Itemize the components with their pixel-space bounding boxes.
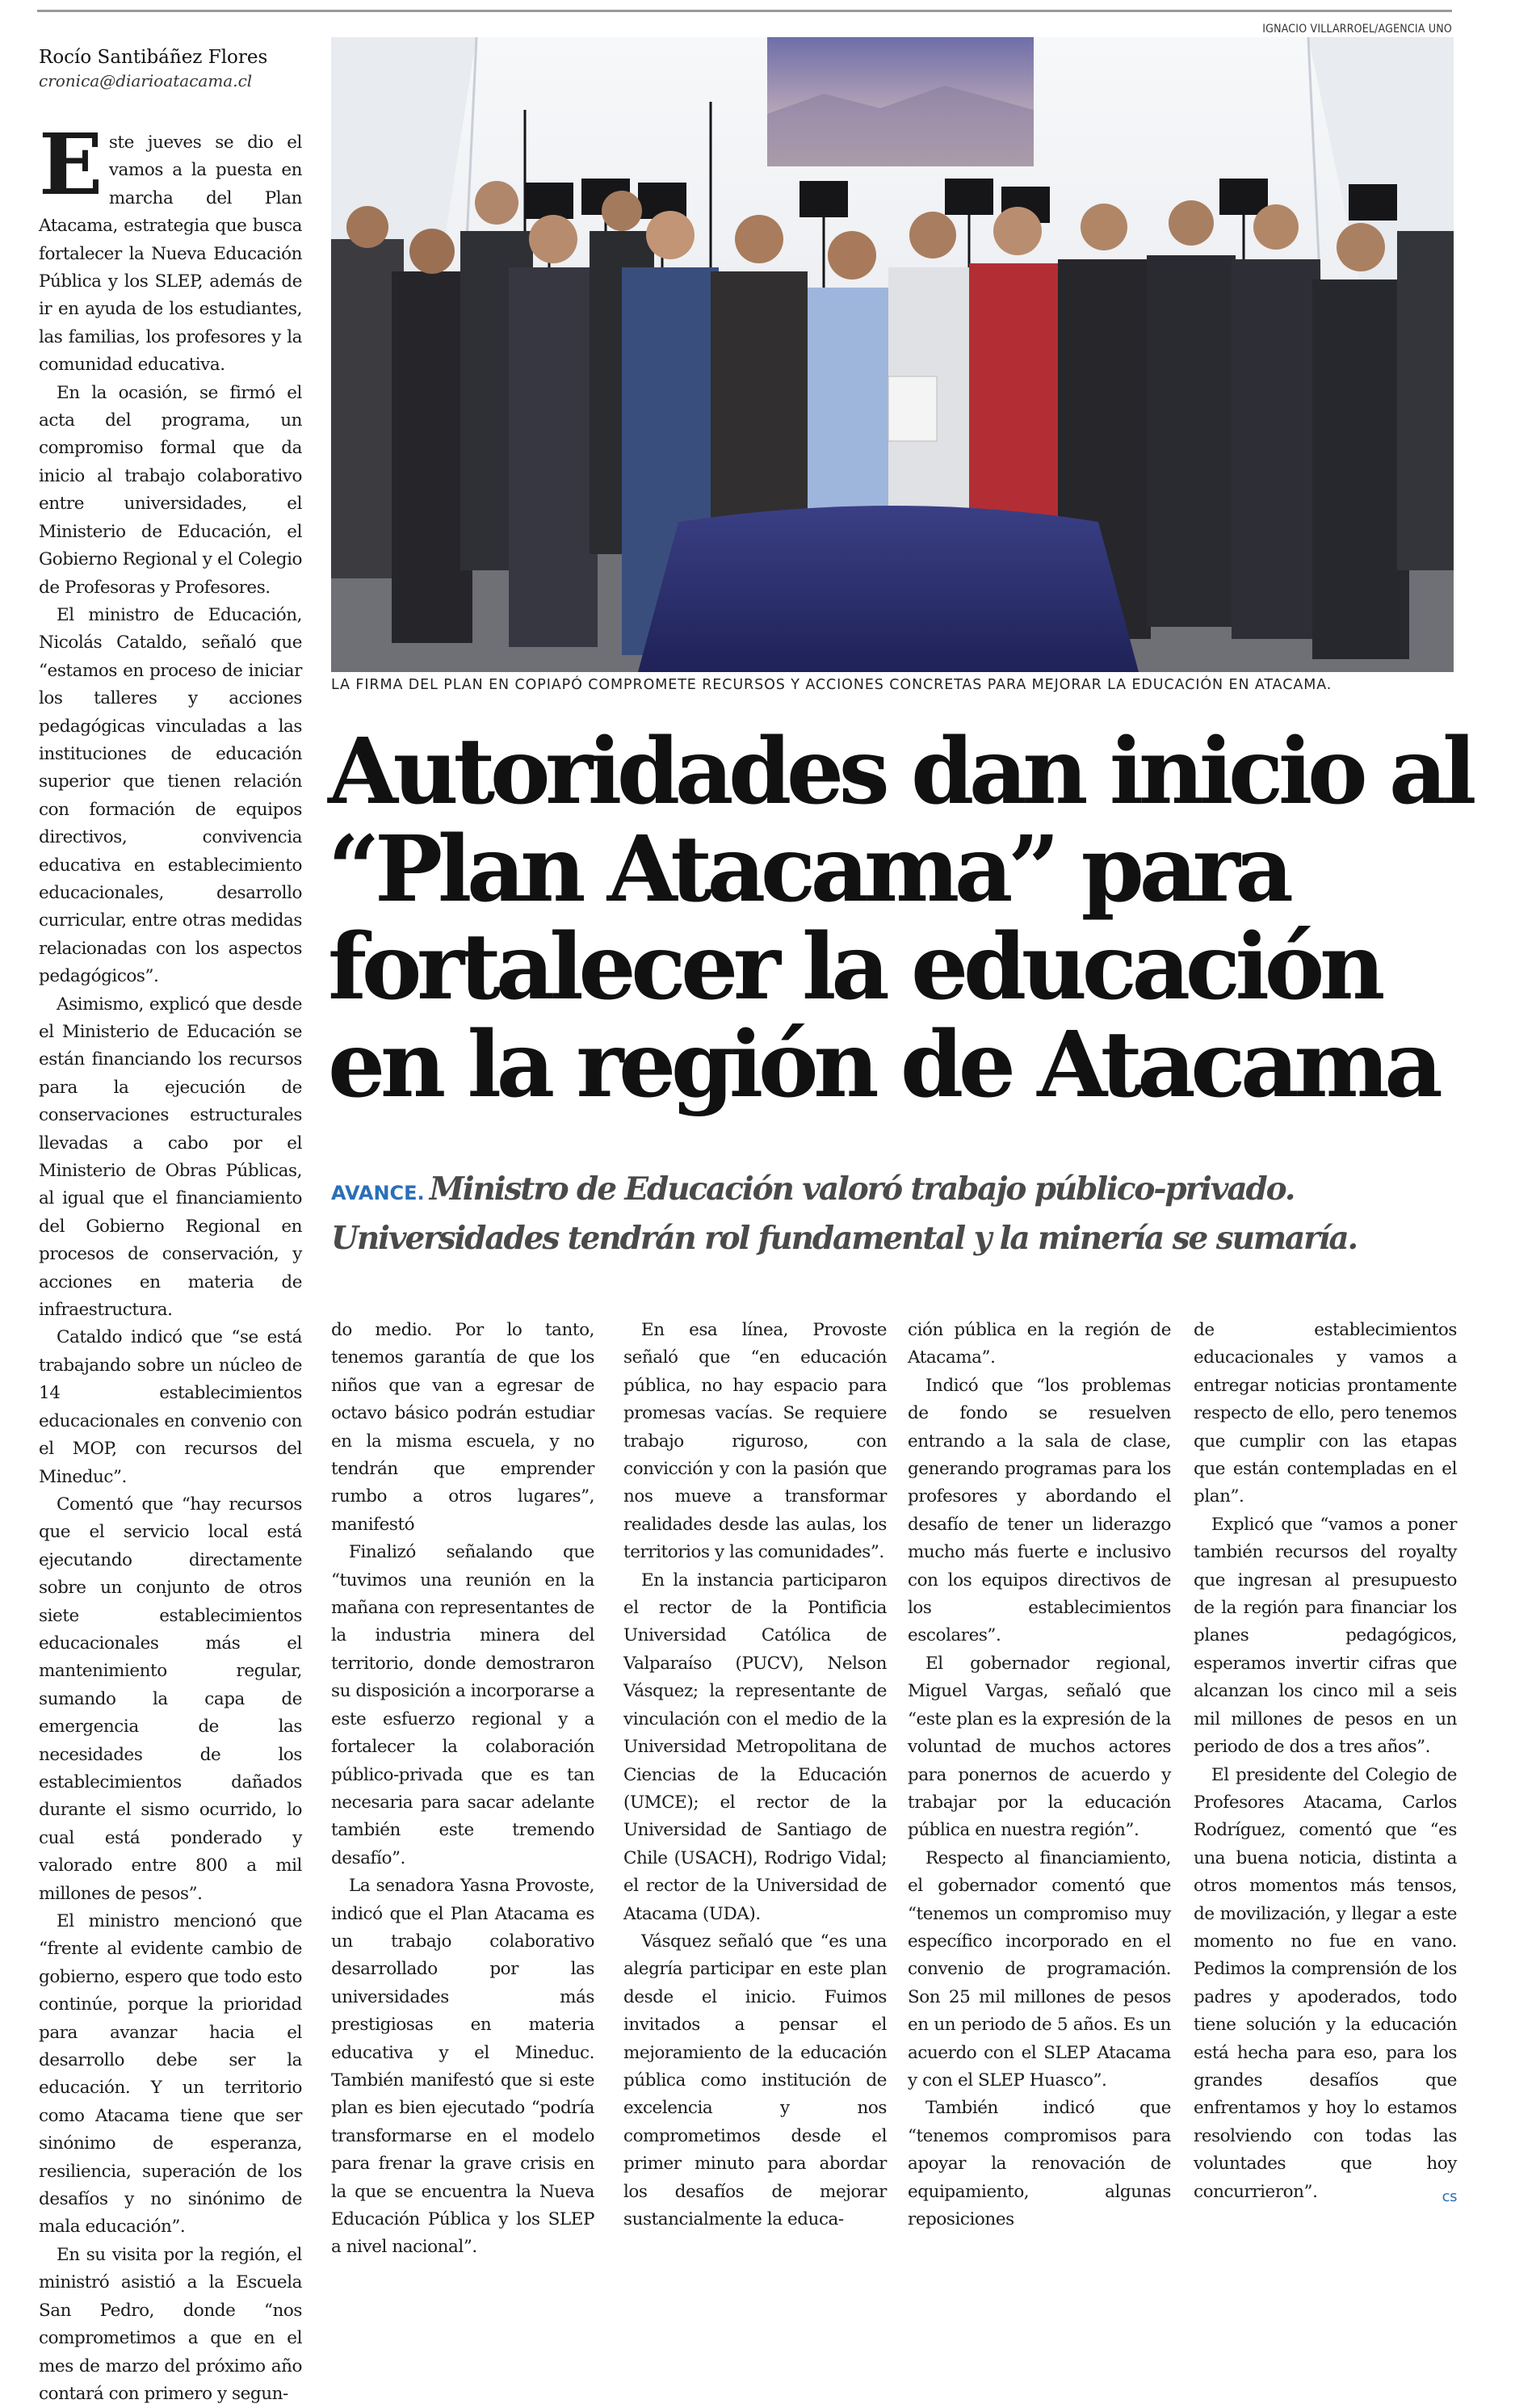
article-paragraph: Finalizó señalando que “tuvimos una reunión en la mañana con representantes de la industria minera del territorio, donde demostraron su disposición a incorporarse a este esfuerzo regional y a fortalecer la colaboración público-privada que es tan necesaria para sacar adelante también este tremendo desafío”. — [331, 1542, 594, 1868]
article-column-5 — [1194, 1317, 1457, 2211]
article-column-1 — [39, 115, 302, 2408]
article-paragraph: El presidente del Colegio de Profesores Atacama, Carlos Rodríguez, comentó que “es una buena noticia, distinta a otros momentos más tensos, de movilización, y llegar a este momento no fue en vano. Pedimos la comprensión de los padres y apoderados, todo tiene solución y la educación está hecha para eso, para los grandes desafíos que enfrentamos y hoy lo estamos resolviendo con todas las voluntades que hoy concurrieron”. cs — [1194, 1762, 1457, 2207]
article-paragraph: El ministro mencionó que “frente al evidente cambio de gobierno, espero que todo esto continúe, porque la prioridad para avanzar hacia el desarrollo debe ser la educación. Y un territorio como Atacama tiene que ser sinónimo de esperanza, resiliencia, superación de los desafíos y no sinónimo de mala educación”. — [39, 1911, 302, 2238]
headline — [328, 719, 1475, 1118]
article-paragraph: En la ocasión, se firmó el acta del programa, un compromiso formal que da inicio al trabajo colaborativo entre universidades, el Ministerio de Educación, el Gobierno Regional y el Colegio de Profesoras y Profesores. — [39, 382, 302, 598]
article-paragraph: Indicó que “los problemas de fondo se resuelven entrando a la sala de clase, generando programas para los profesores y abordando el desafío de tener un liderazgo mucho más fuerte e inclusivo con los equipos directivos de los establecimientos escolares”. — [908, 1375, 1171, 1646]
article-column-3 — [623, 1317, 887, 2234]
deck-subheadline — [331, 1166, 1478, 1261]
article-paragraph: Comentó que “hay recursos que el servicio local está ejecutando directamente sobre un conjunto de otros siete establecimientos educacionales más el mantenimiento regular, sumando la capa de emergencia de las necesidades de los establecimientos dañados durante el sismo ocurrido, lo cual está ponderado y valorado entre 800 a mil millones de pesos”. — [39, 1494, 302, 1904]
photo-credit: IGNACIO VILLARROEL/AGENCIA UNO — [1262, 23, 1452, 36]
headline-line: Autoridades dan inicio al — [328, 719, 1472, 825]
event-photo — [331, 37, 1454, 672]
top-rule — [37, 10, 1452, 12]
article-column-4 — [908, 1317, 1171, 2234]
article-paragraph: También indicó que “tenemos compromisos para apoyar la renovación de equipamiento, algunas reposiciones — [908, 2098, 1171, 2229]
drop-cap: E — [39, 115, 103, 214]
article-paragraph: Asimismo, explicó que desde el Ministerio de Educación se están financiando los recursos para la ejecución de conservaciones estructurales llevadas a cabo por el Ministerio de Obras Públicas, al igual que el financiamiento del Gobierno Regional en procesos de conservación, y acciones en materia de infraestructura. — [39, 994, 302, 1321]
article-paragraph: La senadora Yasna Provoste, indicó que el Plan Atacama es un trabajo colaborativo desarrollado por las universidades más prestigiosas en materia educativa y el Mineduc. También manifestó que si este plan es bien ejecutado “podría transformarse en el modelo para frenar la grave crisis en la que se encuentra la Nueva Educación Pública y los SLEP a nivel nacional”. — [331, 1876, 594, 2258]
headline-line: en la región de Atacama — [328, 1012, 1438, 1118]
article-paragraph: Vásquez señaló que “es una alegría participar en este plan desde el inicio. Fuimos invitados a pensar el mejoramiento de la educación pública como institución de excelencia y nos comprometimos desde el primer minuto para abordar los desafíos de mejorar sustancialmente la educa- — [623, 1931, 887, 2229]
deck-kicker: AVANCE. — [331, 1182, 425, 1204]
deck-line: Universidades tendrán rol fundamental y la minería se sumaría. — [331, 1220, 1357, 1257]
article-paragraph: ción pública en la región de Atacama”. — [908, 1320, 1171, 1368]
article-paragraph: Cataldo indicó que “se está trabajando sobre un núcleo de 14 establecimientos educacionales en convenio con el MOP, con recursos del Mineduc”. — [39, 1327, 302, 1487]
headline-line: “Plan Atacama” para — [328, 817, 1289, 922]
article-paragraph: El gobernador regional, Miguel Vargas, señaló que “este plan es la expresión de la voluntad de muchos actores para ponernos de acuerdo y trabajar por la educación pública en nuestra región”. — [908, 1653, 1171, 1841]
article-paragraph: de establecimientos educacionales y vamos a entregar noticias prontamente respecto de ello, pero tenemos que cumplir con las etapas que están contempladas en el plan”. — [1194, 1320, 1457, 1507]
article-column-2 — [331, 1317, 594, 2262]
article-paragraph: Explicó que “vamos a poner también recursos del royalty que ingresan al presupuesto de la región para financiar los planes pedagógicos, esperamos invertir cifras que alcanzan los cinco mil a seis mil millones de pesos en un periodo de dos a tres años”. — [1194, 1514, 1457, 1758]
article-paragraph: do medio. Por lo tanto, tenemos garantía de que los niños que van a egresar de octavo básico podrán estudiar en la misma escuela, y no tendrán que emprender rumbo a otros lugares”, manifestó — [331, 1320, 594, 1535]
article-paragraph: El ministro de Educación, Nicolás Cataldo, señaló que “estamos en proceso de iniciar los talleres y acciones pedagógicas vinculadas a las instituciones de educación superior que tienen relación con formación de equipos directivos, convivencia educativa en establecimiento educacionales, desarrollo curricular, entre otras medidas relacionadas con los aspectos pedagógicos”. — [39, 604, 302, 987]
end-mark-icon: cs — [1442, 2187, 1457, 2205]
article-paragraph: Este jueves se dio el vamos a la puesta en marcha del Plan Atacama, estrategia que busca fortalecer la Nueva Educación Pública y los SLEP, además de ir en ayuda de los estudiantes, las familias, los profesores y la comunidad educativa. — [39, 115, 302, 376]
author-name: Rocío Santibáñez Flores — [39, 47, 268, 68]
headline-line: fortalecer la educación — [328, 914, 1381, 1020]
article-paragraph: Respecto al financiamiento, el gobernador comentó que “tenemos un compromiso muy específico incorporado en el convenio de programación. Son 25 mil millones de pesos en un periodo de 5 años. Es un acuerdo con el SLEP Atacama y con el SLEP Huasco”. — [908, 1847, 1171, 2091]
article-paragraph: En la instancia participaron el rector de la Pontificia Universidad Católica de Valparaíso (PUCV), Nelson Vásquez; la representante de vinculación con el medio de la Universidad Metropolitana de Ciencias de la Educación (UMCE); el rector de la Universidad de Santiago de Chile (USACH), Rodrigo Vidal; el rector de la Universidad de Atacama (UDA). — [623, 1570, 887, 1924]
author-email: cronica@diarioatacama.cl — [39, 71, 253, 90]
photo-caption: LA FIRMA DEL PLAN EN COPIAPÓ COMPROMETE RECURSOS Y ACCIONES CONCRETAS PARA MEJORAR LA EDUCACIÓN EN ATACAMA. — [331, 677, 1332, 693]
article-paragraph: En esa línea, Provoste señaló que “en educación pública, no hay espacio para promesas vacías. Se requiere trabajo riguroso, con convicción y con la pasión que nos mueve a transformar realidades desde las aulas, los territorios y las comunidades”. — [623, 1320, 887, 1563]
deck-line: Ministro de Educación valoró trabajo público-privado. — [429, 1170, 1295, 1208]
article-paragraph: En su visita por la región, el ministró asistió a la Escuela San Pedro, donde “nos comprometimos a que en el mes de marzo del próximo año contará con primero y segun- — [39, 2244, 302, 2404]
byline — [39, 45, 313, 92]
